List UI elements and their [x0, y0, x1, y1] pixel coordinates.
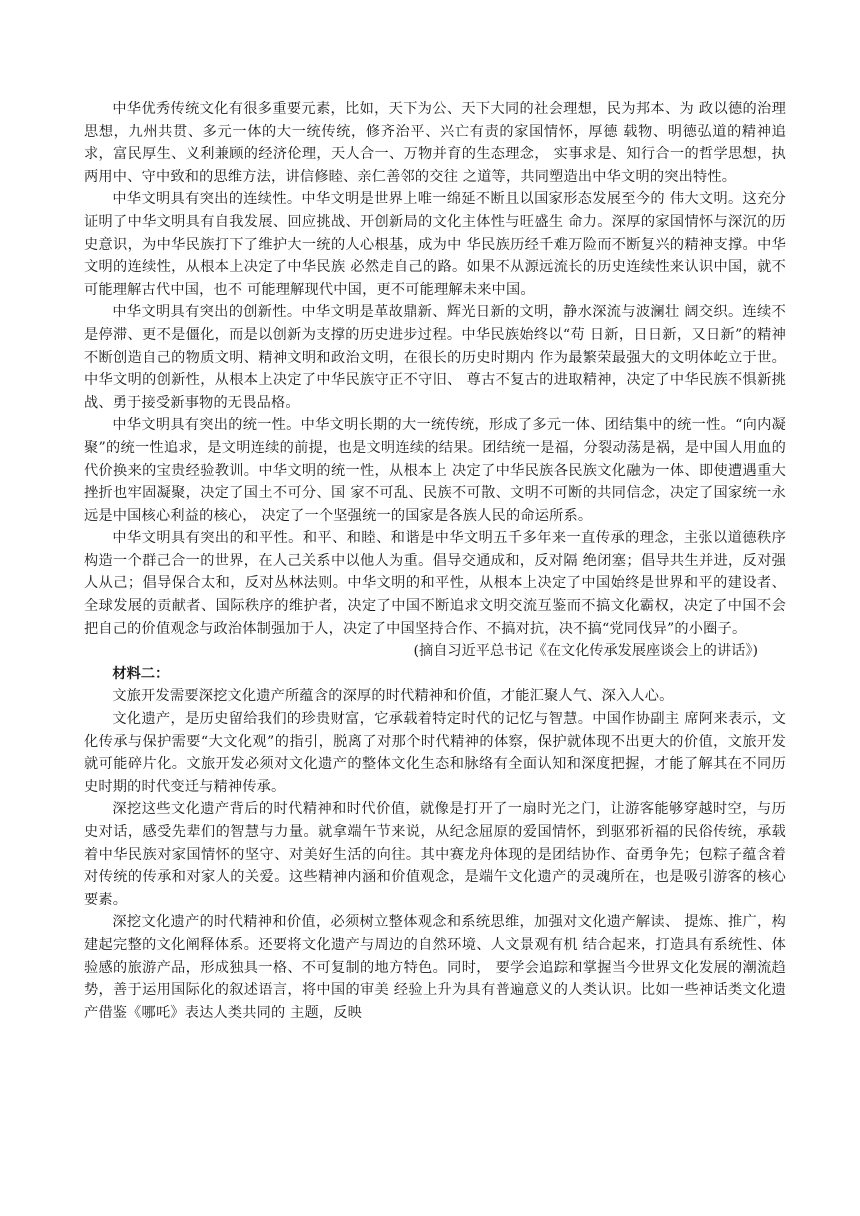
- material-one-source: (摘自习近平总书记《在文化传承发展座谈会上的讲话》): [413, 643, 758, 660]
- material-two-paragraph-4: 深挖文化遗产的时代精神和价值，必须树立整体观念和系统思维，加强对文化遗产解读、 提炼、推广，构建起完整的文化阐释体系。还要将文化遗产与周边的自然环境、人文景观有机 结合起来，打造具有系统性、体验感的旅游产品，形成独具一格、不可复制的地方特色。同时， 要学会追踪和掌握当今世界文化发展的潮流趋势，善于运用国际化的叙述语言，将中国的审美 经验上升为具有普遍意义的人类认识。比如一些神话类文化遗产借鉴《哪吒》表达人类共同的 主题，反映: [84, 914, 786, 1021]
- material-one-paragraph-5: 中华文明具有突出的和平性。和平、和睦、和谐是中华文明五千多年来一直传承的理念，主张以道德秩序构造一个群己合一的世界，在人己关系中以他人为重。倡导交通成和，反对隔 绝闭塞；倡导共生并进，反对强人从己；倡导保合太和，反对丛林法则。中华文明的和平性，从根本上决定了中国始终是世界和平的建设者、全球发展的贡献者、国际秩序的维护者，决定了中国不断追求文明交流互鉴而不搞文化霸权，决定了中国不会把自己的价值观念与政治体制强加于人，决定了中国坚持合作、不搞对抗，决不搞“党同伐异”的小圈子。: [84, 530, 786, 637]
- material-two-paragraph-3: 深挖这些文化遗产背后的时代精神和时代价值，就像是打开了一扇时光之门，让游客能够穿越时空，与历史对话，感受先辈们的智慧与力量。就拿端午节来说，从纪念屈原的爱国情怀，到驱邪祈福的民俗传统，承载着中华民族对家国情怀的坚守、对美好生活的向往。其中赛龙舟体现的是团结协作、奋勇争先；包粽子蕴含着对传统的传承和对家人的关爱。这些精神内涵和价值观念，是端午文化遗产的灵魂所在，也是吸引游客的核心要素。: [84, 801, 786, 908]
- material-one-paragraph-3: 中华文明具有突出的创新性。中华文明是革故鼎新、辉光日新的文明，静水深流与波澜壮 阔交织。连续不是停滞、更不是僵化，而是以创新为支撑的历史进步过程。中华民族始终以“苟 日新，日日新，又日新”的精神不断创造自己的物质文明、精神文明和政治文明，在很长的历史时期内 作为最繁荣最强大的文明体屹立于世。中华文明的创新性，从根本上决定了中华民族守正不守旧、 尊古不复古的进取精神，决定了中华民族不惧新挑战、勇于接受新事物的无畏品格。: [84, 304, 786, 411]
- material-one-paragraph-4: 中华文明具有突出的统一性。中华文明长期的大一统传统，形成了多元一体、团结集中的统一性。“向内凝聚”的统一性追求，是文明连续的前提，也是文明连续的结果。团结统一是福，分裂动荡是祸，是中国人用血的代价换来的宝贵经验教训。中华文明的统一性，从根本上 决定了中华民族各民族文化融为一体、即使遭遇重大挫折也牢固凝聚，决定了国土不可分、国 家不可乱、民族不可散、文明不可断的共同信念，决定了国家统一永远是中国核心利益的核心， 决定了一个坚强统一的国家是各族人民的命运所系。: [84, 417, 786, 524]
- material-two-paragraph-2: 文化遗产，是历史留给我们的珍贵财富，它承载着特定时代的记忆与智慧。中国作协副主 席阿来表示，文化传承与保护需要“大文化观”的指引，脱离了对那个时代精神的体察，保护就体现不出更大的价值，文旅开发就可能碎片化。文旅开发必须对文化遗产的整体文化生态和脉络有全面认知和深度把握，才能了解其在不同历史时期的时代变迁与精神传承。: [84, 711, 786, 795]
- document-page: [84, 98, 786, 1024]
- material-one-paragraph-2: 中华文明具有突出的连续性。中华文明是世界上唯一绵延不断且以国家形态发展至今的 伟大文明。这充分证明了中华文明具有自我发展、回应挑战、开创新局的文化主体性与旺盛生 命力。深厚的家国情怀与深沉的历史意识，为中华民族打下了维护大一统的人心根基，成为中 华民族历经千难万险而不断复兴的精神支撑。中华文明的连续性，从根本上决定了中华民族 必然走自己的路。如果不从源远流长的历史连续性来认识中国，就不可能理解古代中国，也不 可能理解现代中国，更不可能理解未来中国。: [84, 191, 786, 298]
- material-two-paragraph-1: 文旅开发需要深挖文化遗产所蕴含的深厚的时代精神和价值，才能汇聚人气、深入人心。: [112, 688, 674, 705]
- material-two-heading: 材料二：: [112, 665, 170, 682]
- material-one-paragraph-1: 中华优秀传统文化有很多重要元素，比如，天下为公、天下大同的社会理想，民为邦本、为 政以德的治理思想，九州共贯、多元一体的大一统传统，修齐治平、兴亡有责的家国情怀，厚德 载物、明德弘道的精神追求，富民厚生、义利兼顾的经济伦理，天人合一、万物并育的生态理念， 实事求是、知行合一的哲学思想，执两用中、守中致和的思维方法，讲信修睦、亲仁善邻的交往 之道等，共同塑造出中华文明的突出特性。: [84, 101, 786, 185]
